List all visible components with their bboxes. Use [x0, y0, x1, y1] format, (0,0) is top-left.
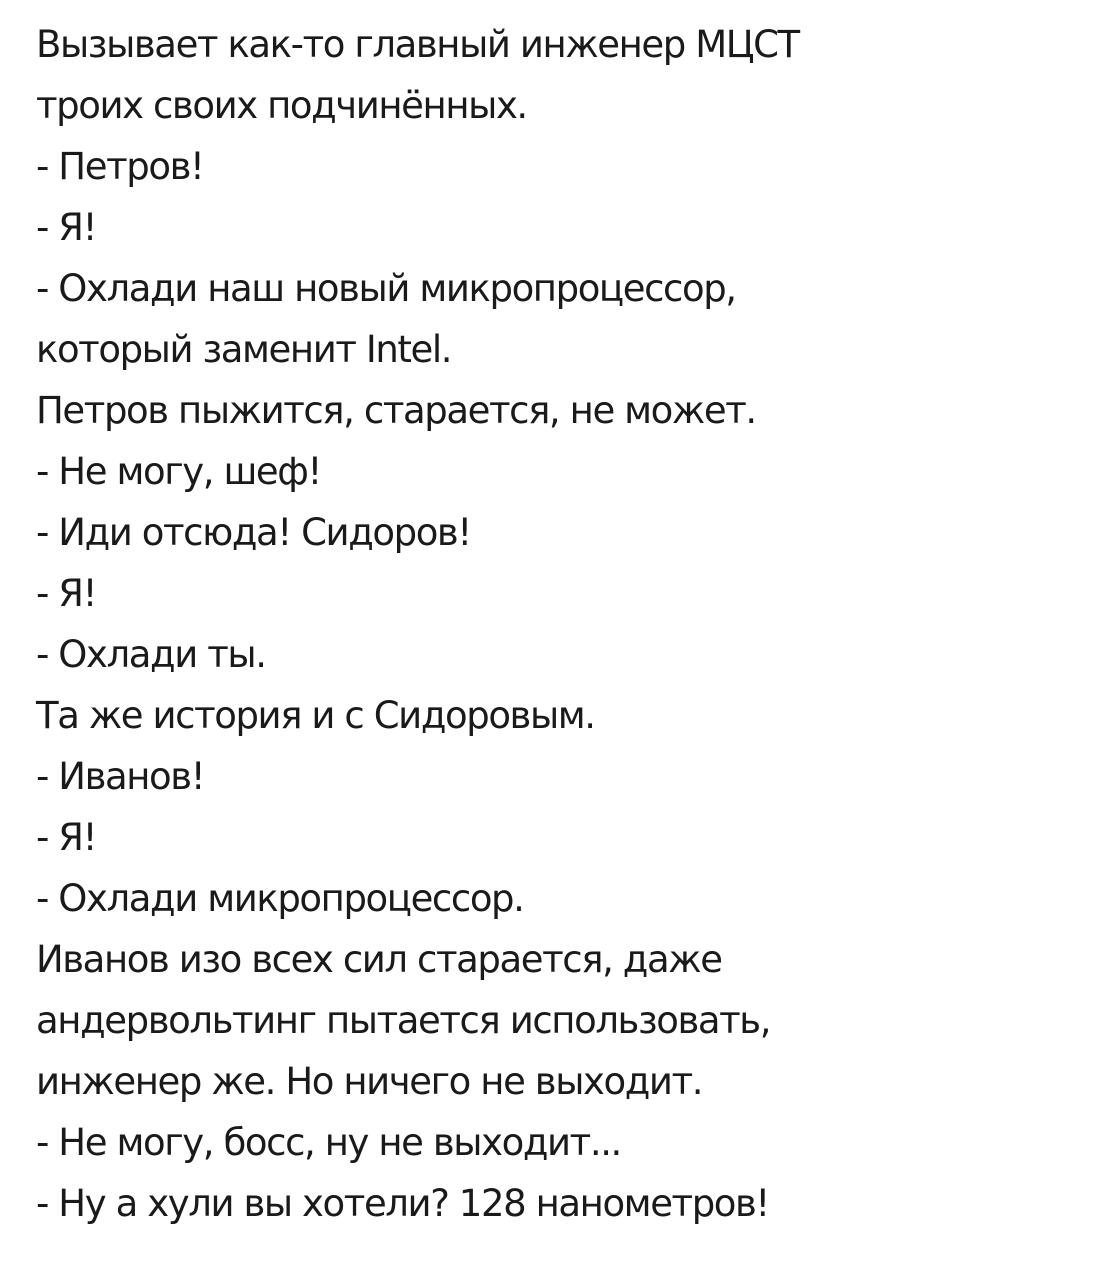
story-line: - Я! [36, 206, 97, 249]
story-line: Та же история и с Сидоровым. [36, 694, 595, 737]
story-line: - Не могу, шеф! [36, 450, 321, 493]
story-text [36, 14, 1086, 1234]
story-line: - Иди отсюда! Сидоров! [36, 511, 471, 554]
story-line: который заменит Intel. [36, 328, 452, 371]
story-line: инженер же. Но ничего не выходит. [36, 1060, 703, 1103]
story-line: - Я! [36, 816, 97, 859]
story-line: - Охлади микропроцессор. [36, 877, 524, 920]
story-line: Петров пыжится, старается, не может. [36, 389, 756, 432]
story-line: - Охлади ты. [36, 633, 266, 676]
story-line: троих своих подчинённых. [36, 84, 527, 127]
story-line: - Не могу, босс, ну не выходит... [36, 1121, 621, 1164]
story-line: Иванов изо всех сил старается, даже [36, 938, 722, 981]
story-line: андервольтинг пытается использовать, [36, 999, 771, 1042]
story-line: - Петров! [36, 145, 204, 188]
story-line: - Ну а хули вы хотели? 128 нанометров! [36, 1182, 769, 1225]
story-line: - Иванов! [36, 755, 205, 798]
story-line: Вызывает как-то главный инженер МЦСТ [36, 23, 799, 66]
story-line: - Охлади наш новый микропроцессор, [36, 267, 736, 310]
story-line: - Я! [36, 572, 97, 615]
